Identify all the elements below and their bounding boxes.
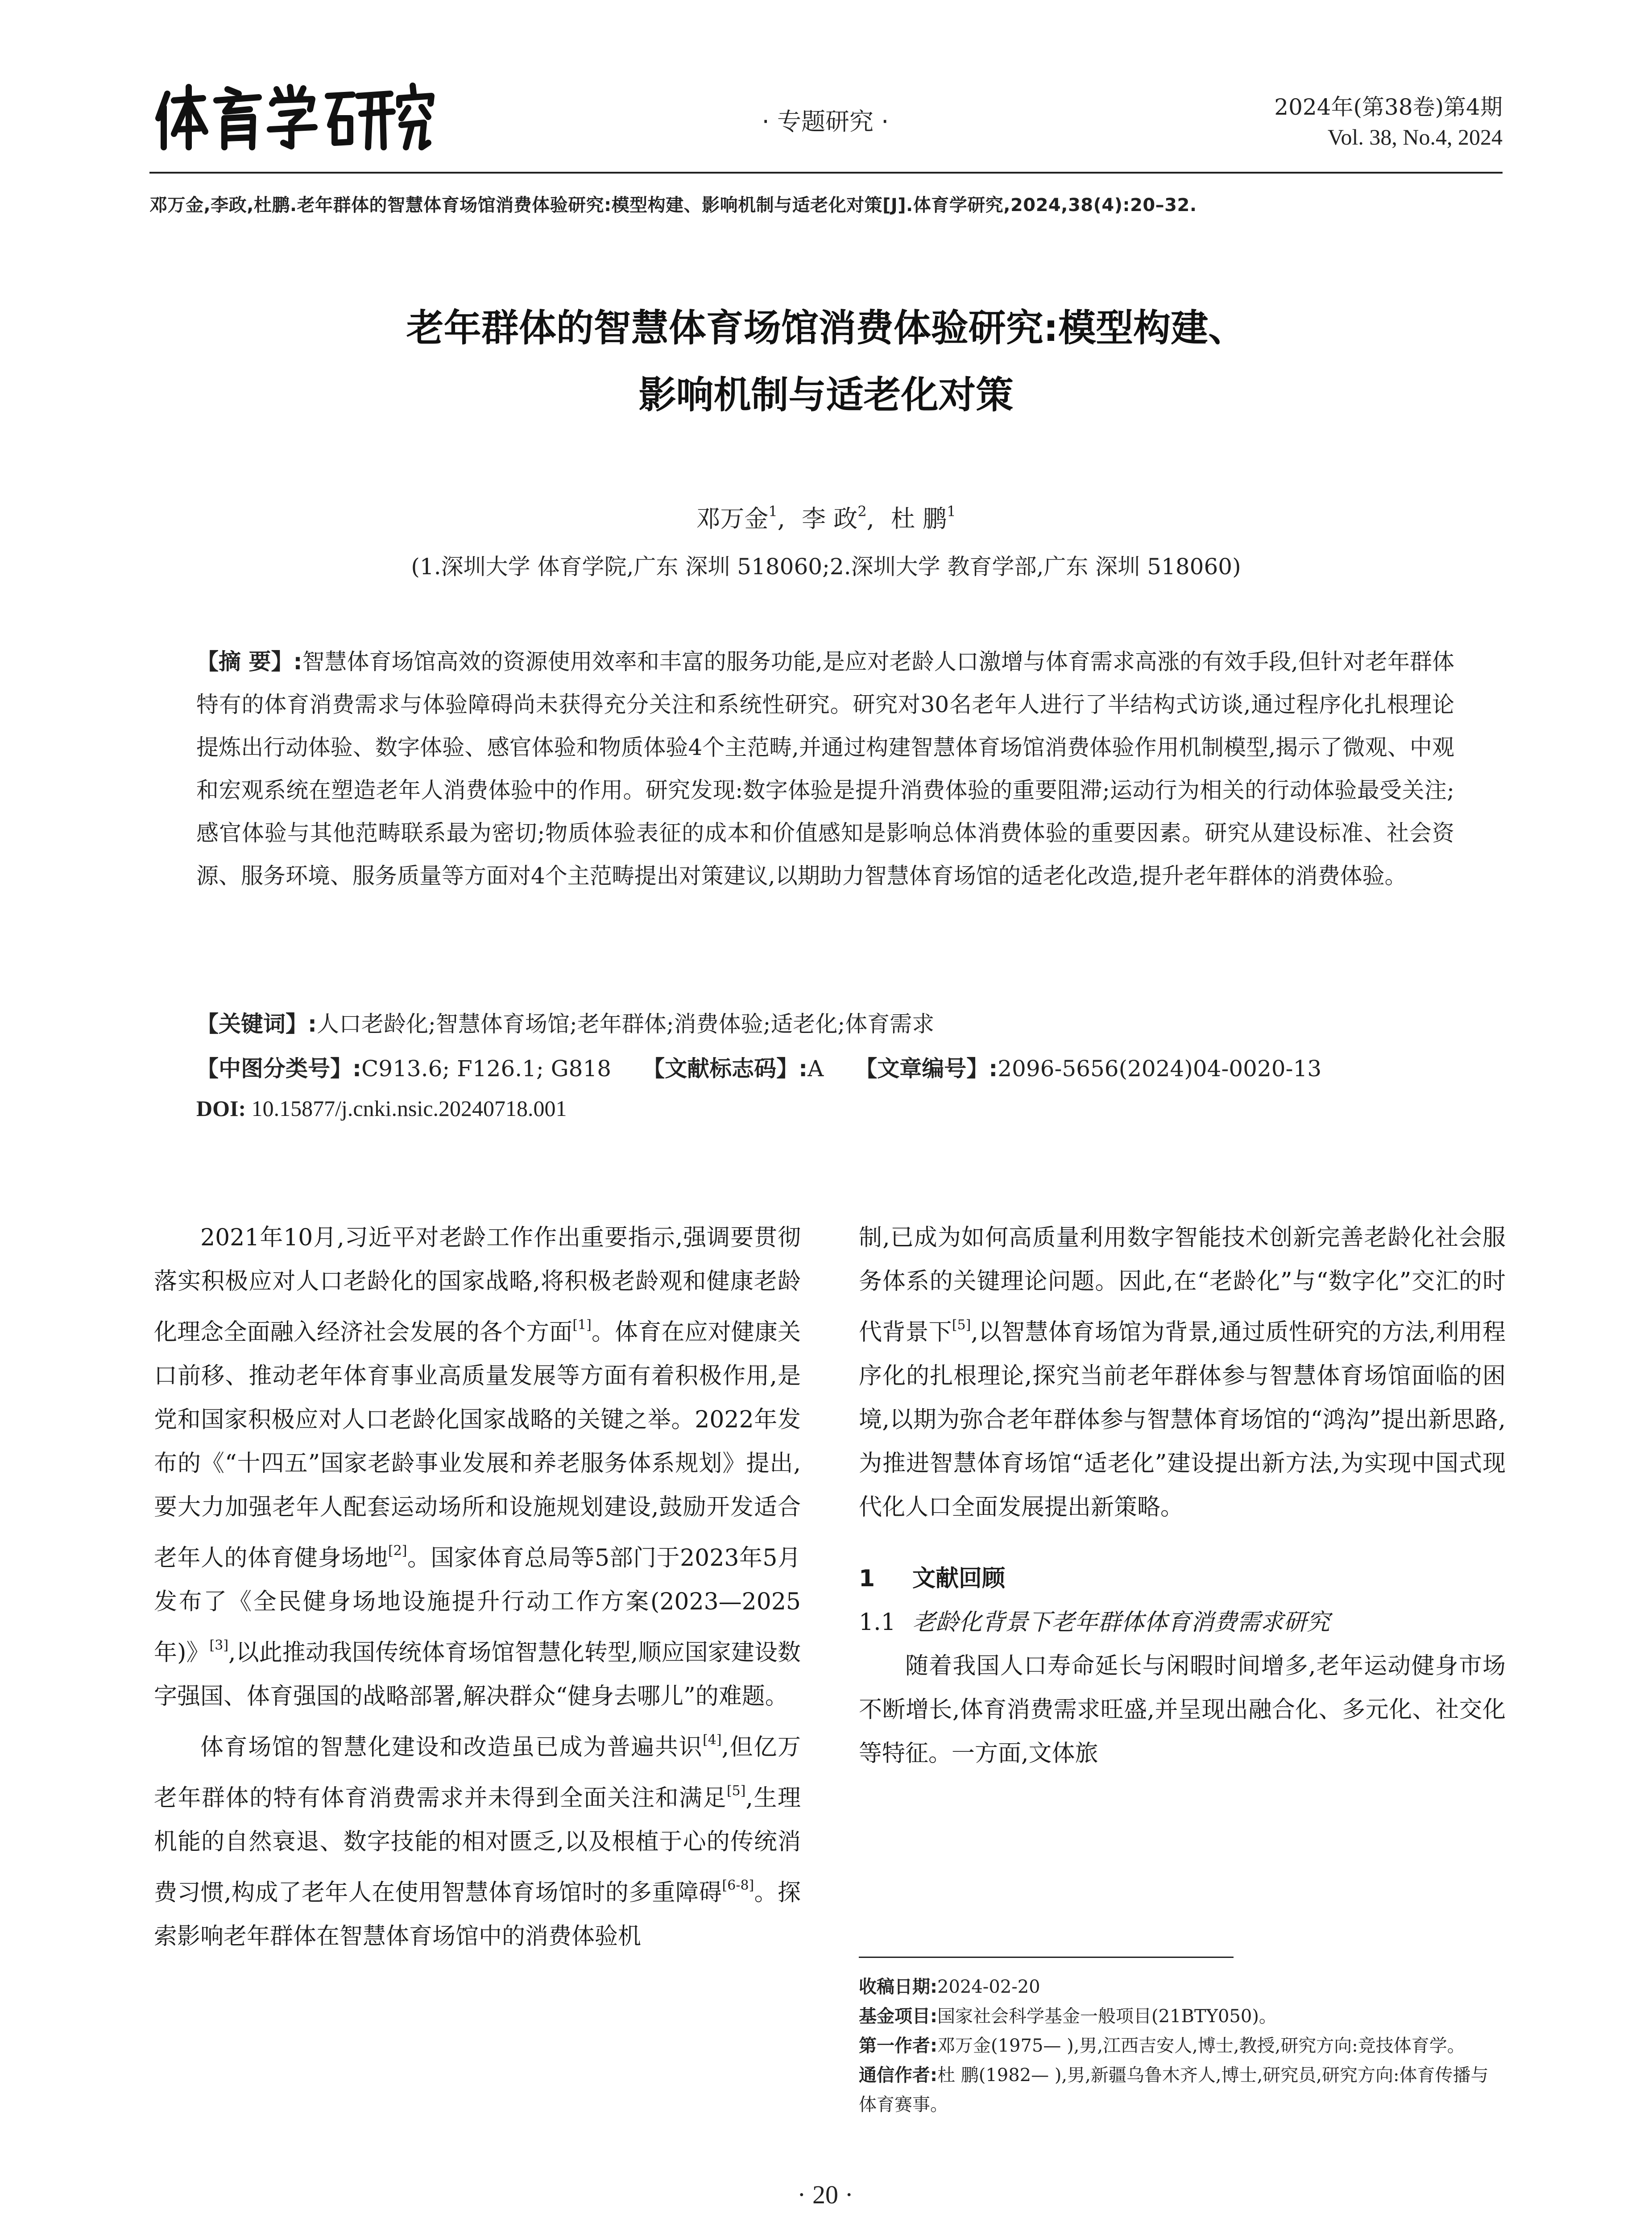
citation-ref: [6-8] <box>722 1878 754 1893</box>
body-paragraph: 2021年10月,习近平对老龄工作作出重要指示,强调要贯彻落实积极应对人口老龄化的国家战略,将积极老龄观和健康老龄化理念全面融入经济社会发展的各个方面[1]。体育在应对健康关口前移、推动老年体育事业高质量发展等方面有着积极作用,是党和国家积极应对人口老龄化国家战略的关键之举。2022年发布的《“十四五”国家老龄事业发展和养老服务体系规划》提出,要大力加强老年人配套运动场所和设施规划建设,鼓励开发适合老年人的体育健身场地[2]。国家体育总局等5部门于2023年5月发布了《全民健身场地设施提升行动工作方案(2023—2025年)》[3],以此推动我国传统体育场馆智慧化转型,顺应国家建设数字强国、体育强国的战略部署,解决群众“健身去哪儿”的难题。 <box>154 1224 801 1710</box>
citation-ref: [5] <box>726 1783 746 1799</box>
keywords-text: 人口老龄化;智慧体育场馆;老年群体;消费体验;适老化;体育需求 <box>317 1011 935 1037</box>
article-number-value: 2096-5656(2024)04-0020-13 <box>998 1056 1322 1082</box>
abstract-label: 【摘 要】: <box>196 649 302 675</box>
body-column-right <box>859 1216 1506 1775</box>
doi-line <box>196 1095 1490 1121</box>
affiliation: (1.深圳大学 体育学院,广东 深圳 518060;2.深圳大学 教育学部,广东 深圳 518060) <box>411 554 1241 580</box>
clc-label: 【中图分类号】: <box>196 1056 361 1082</box>
doi-value: 10.15877/j.cnki.nsic.20240718.001 <box>251 1096 567 1121</box>
classification-line <box>196 1051 1490 1083</box>
column-tag: · 专题研究 · <box>762 108 889 136</box>
title-line-2: 影响机制与适老化对策 <box>638 373 1014 417</box>
keywords-label: 【关键词】: <box>196 1011 317 1037</box>
doi-label: DOI: <box>196 1096 246 1121</box>
journal-logo <box>149 76 435 156</box>
article-number-label: 【文章编号】: <box>855 1056 998 1082</box>
header-rule <box>149 172 1503 174</box>
citation-ref: [5] <box>952 1317 971 1333</box>
citation-ref: [3] <box>209 1638 229 1653</box>
body-paragraph: 制,已成为如何高质量利用数字智能技术创新完善老龄化社会服务体系的关键理论问题。因此,在“老龄化”与“数字化”交汇的时代背景下[5],以智慧体育场馆为背景,通过质性研究的方法,利用程序化的扎根理论,探究当前老年群体参与智慧体育场馆面临的困境,以期为弥合老年群体参与智慧体育场馆的“鸿沟”提出新思路,为推进智慧体育场馆“适老化”建设提出新方法,为实现中国式现代化人口全面发展提出新策略。 <box>859 1224 1506 1521</box>
body-paragraph: 随着我国人口寿命延长与闲暇时间增多,老年运动健身市场不断增长,体育消费需求旺盛,并呈现出融合化、多元化、社交化等特征。一方面,文体旅 <box>859 1653 1506 1767</box>
citation-line: 邓万金,李政,杜鹏.老年群体的智慧体育场馆消费体验研究:模型构建、影响机制与适老化对策[J].体育学研究,2024,38(4):20–32. <box>149 195 1197 216</box>
body-column-left <box>154 1216 801 1958</box>
title-line-1: 老年群体的智慧体育场馆消费体验研究:模型构建、 <box>406 306 1246 350</box>
author: 邓万金$^1$, <box>696 503 785 533</box>
abstract-text: 智慧体育场馆高效的资源使用效率和丰富的服务功能,是应对老龄人口激增与体育需求高涨的有效手段,但针对老年群体特有的体育消费需求与体验障碍尚未获得充分关注和系统性研究。研究对30名老年人进行了半结构式访谈,通过程序化扎根理论提炼出行动体验、数字体验、感官体验和物质体验4个主范畴,并通过构建智慧体育场馆消费体验作用机制模型,揭示了微观、中观和宏观系统在塑造老年人消费体验中的作用。研究发现:数字体验是提升消费体验的重要阻滞;运动行为相关的行动体验最受关注;感官体验与其他范畴联系最为密切;物质体验表征的成本和价值感知是影响总体消费体验的重要因素。研究从建设标准、社会资源、服务环境、服务质量等方面对4个主范畴提出对策建议,以期助力智慧体育场馆的适老化改造,提升老年群体的消费体验。 <box>196 649 1454 889</box>
doc-code-label: 【文献标志码】: <box>642 1056 808 1082</box>
citation-ref: [4] <box>703 1732 722 1748</box>
body-paragraph: 体育场馆的智慧化建设和改造虽已成为普遍共识[4],但亿万老年群体的特有体育消费需求并未得到全面关注和满足[5],生理机能的自然衰退、数字技能的相对匮乏,以及根植于心的传统消费习惯,构成了老年人在使用智慧体育场馆时的多重障碍[6-8]。探索影响老年群体在智慧体育场馆中的消费体验机 <box>154 1732 801 1950</box>
keywords <box>196 1006 1490 1038</box>
footnote-fund: 基金项目:国家社会科学基金一般项目(21BTY050)。 <box>859 2006 1277 2027</box>
author-list <box>149 500 1503 534</box>
subsection-heading: 1.1 老龄化背景下老年群体体育消费需求研究 <box>859 1609 1330 1636</box>
citation-ref: [1] <box>572 1317 592 1333</box>
page-number: · 20 · <box>797 2180 853 2209</box>
abstract <box>196 640 1454 897</box>
citation-ref: [2] <box>388 1543 407 1559</box>
doc-code-value: A <box>807 1056 824 1082</box>
footnote-corresponding-author: 通信作者:杜 鹏(1982— ),男,新疆乌鲁木齐人,博士,研究员,研究方向:体育传播与体育赛事。 <box>859 2065 1489 2115</box>
footnote-rule <box>859 1957 1234 1958</box>
article-title <box>149 294 1503 428</box>
issue-info-en: Vol. 38, No.4, 2024 <box>1327 124 1503 149</box>
footnote-first-author: 第一作者:邓万金(1975— ),男,江西吉安人,博士,教授,研究方向:竞技体育学。 <box>859 2036 1465 2056</box>
section-heading: 1 文献回顾 <box>859 1565 1006 1592</box>
clc-value: C913.6; F126.1; G818 <box>361 1056 612 1082</box>
footnote-received: 收稿日期:2024-02-20 <box>859 1977 1040 1997</box>
footnotes <box>859 1972 1506 2119</box>
author: 李 政$^2$, <box>802 503 874 533</box>
author: 杜 鹏$^1$ <box>891 503 956 533</box>
issue-info-cn: 2024年(第38卷)第4期 <box>1274 94 1503 120</box>
